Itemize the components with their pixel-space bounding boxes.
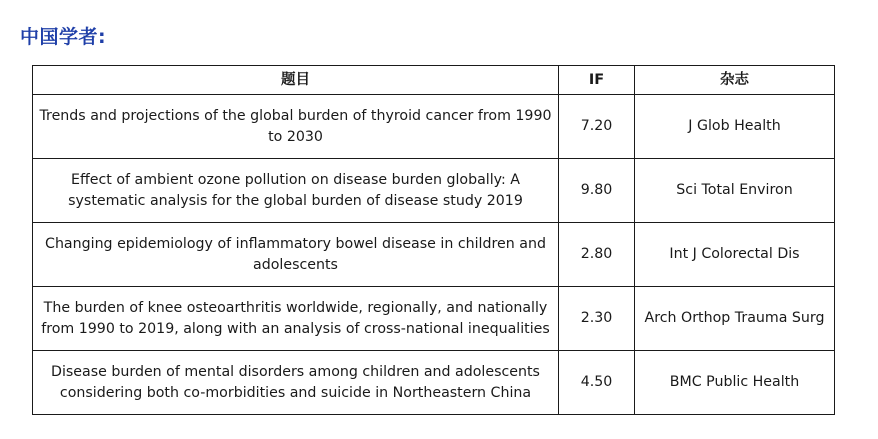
- header-title: 题目: [33, 66, 559, 95]
- cell-if: 9.80: [559, 159, 635, 223]
- table-row: [33, 159, 835, 223]
- cell-title: Effect of ambient ozone pollution on disease burden globally: A systematic analysis for the global burden of disease study 2019: [33, 159, 559, 223]
- cell-if: 7.20: [559, 95, 635, 159]
- header-if: IF: [559, 66, 635, 95]
- cell-journal: J Glob Health: [635, 95, 835, 159]
- table-row: [33, 287, 835, 351]
- section-heading: 中国学者:: [20, 26, 107, 48]
- table-row: [33, 95, 835, 159]
- cell-journal: Sci Total Environ: [635, 159, 835, 223]
- cell-journal: BMC Public Health: [635, 351, 835, 415]
- papers-table: [32, 65, 835, 415]
- cell-title: Disease burden of mental disorders among children and adolescents considering both co-morbidities and suicide in Northeastern China: [33, 351, 559, 415]
- cell-if: 2.30: [559, 287, 635, 351]
- cell-if: 2.80: [559, 223, 635, 287]
- header-journal: 杂志: [635, 66, 835, 95]
- table-row: [33, 223, 835, 287]
- cell-title: The burden of knee osteoarthritis worldwide, regionally, and nationally from 1990 to 2019, along with an analysis of cross-national inequalities: [33, 287, 559, 351]
- cell-title: Trends and projections of the global burden of thyroid cancer from 1990 to 2030: [33, 95, 559, 159]
- table-header-row: [33, 66, 835, 95]
- cell-title: Changing epidemiology of inflammatory bowel disease in children and adolescents: [33, 223, 559, 287]
- cell-journal: Int J Colorectal Dis: [635, 223, 835, 287]
- cell-if: 4.50: [559, 351, 635, 415]
- cell-journal: Arch Orthop Trauma Surg: [635, 287, 835, 351]
- table-row: [33, 351, 835, 415]
